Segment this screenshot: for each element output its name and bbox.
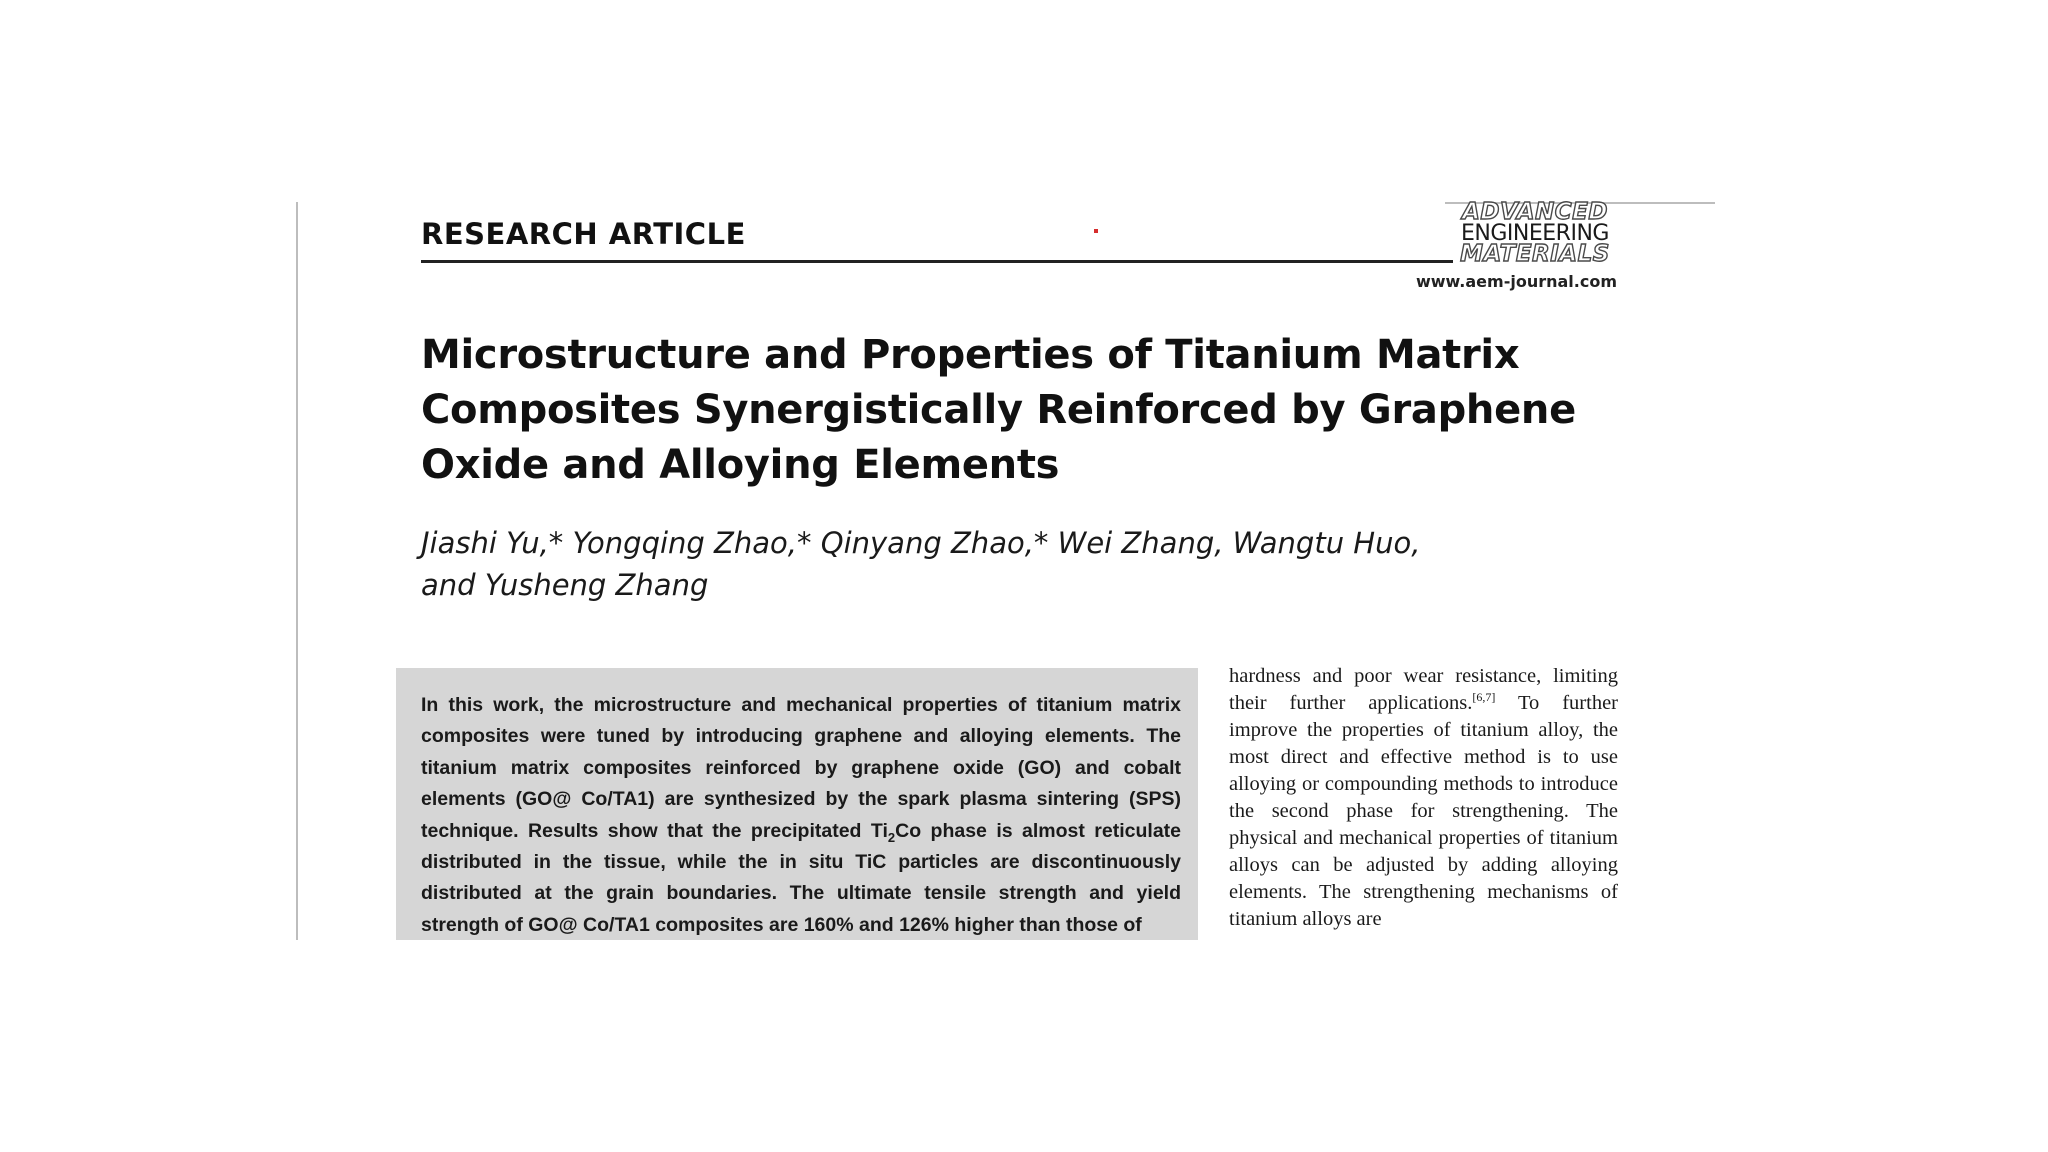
body-column (1229, 663, 1618, 940)
citation-ref: [6,7] (1472, 690, 1496, 705)
author-list (421, 522, 1521, 606)
authors-line-1: Jiashi Yu,* Yongqing Zhao,* Qinyang Zhao,* Wei Zhang, Wangtu Huo, (421, 526, 1421, 560)
body-paragraph (1229, 663, 1618, 933)
journal-logo-line1: ADVANCED (1462, 199, 1608, 225)
header-rule (421, 260, 1453, 263)
abstract-subscript: 2 (887, 829, 896, 845)
abstract-text (421, 690, 1181, 940)
section-label: RESEARCH ARTICLE (421, 217, 746, 251)
journal-logo (1455, 199, 1615, 267)
abstract-box (396, 668, 1198, 940)
journal-url: www.aem-journal.com (1415, 272, 1617, 291)
abstract-part-1: In this work, the microstructure and mechanical properties of titanium matrix composites were tuned by introducing graphene and alloying elements. The titanium matrix composites reinforced by graphene oxide (GO) and cobalt elements (GO@ Co/TA1) are synthesized by the spark plasma sintering (SPS) technique. Results show that the precipitated Ti (421, 694, 1181, 842)
authors-line-2: and Yusheng Zhang (421, 568, 709, 602)
body-part-2: To further improve the properties of titanium alloy, the most direct and effective method is to use alloying or compounding methods to introduce the second phase for strengthening. The physical and mechanical properties of titanium alloys can be adjusted by adding alloying elements. The strengthening mechanisms of titanium alloys are (1229, 692, 1618, 930)
red-marker-dot (1094, 229, 1098, 233)
abstract-part-2: Co phase is almost reticulate distributed in the tissue, while the in situ TiC particles are discontinuously distributed at the grain boundaries. The ultimate tensile strength and yield strength of GO@ Co/TA1 composites are 160% and 126% higher than those of (421, 819, 1181, 936)
journal-logo-line2: ENGINEERING (1461, 221, 1609, 246)
article-title: Microstructure and Properties of Titanium Matrix Composites Synergistically Reinforced by Graphene Oxide and Alloying Elements (421, 332, 1576, 488)
journal-logo-line3: MATERIALS (1460, 241, 1610, 267)
left-margin-rule (296, 202, 298, 940)
body-part-1: hardness and poor wear resistance, limiting their further applications. (1229, 665, 1618, 714)
